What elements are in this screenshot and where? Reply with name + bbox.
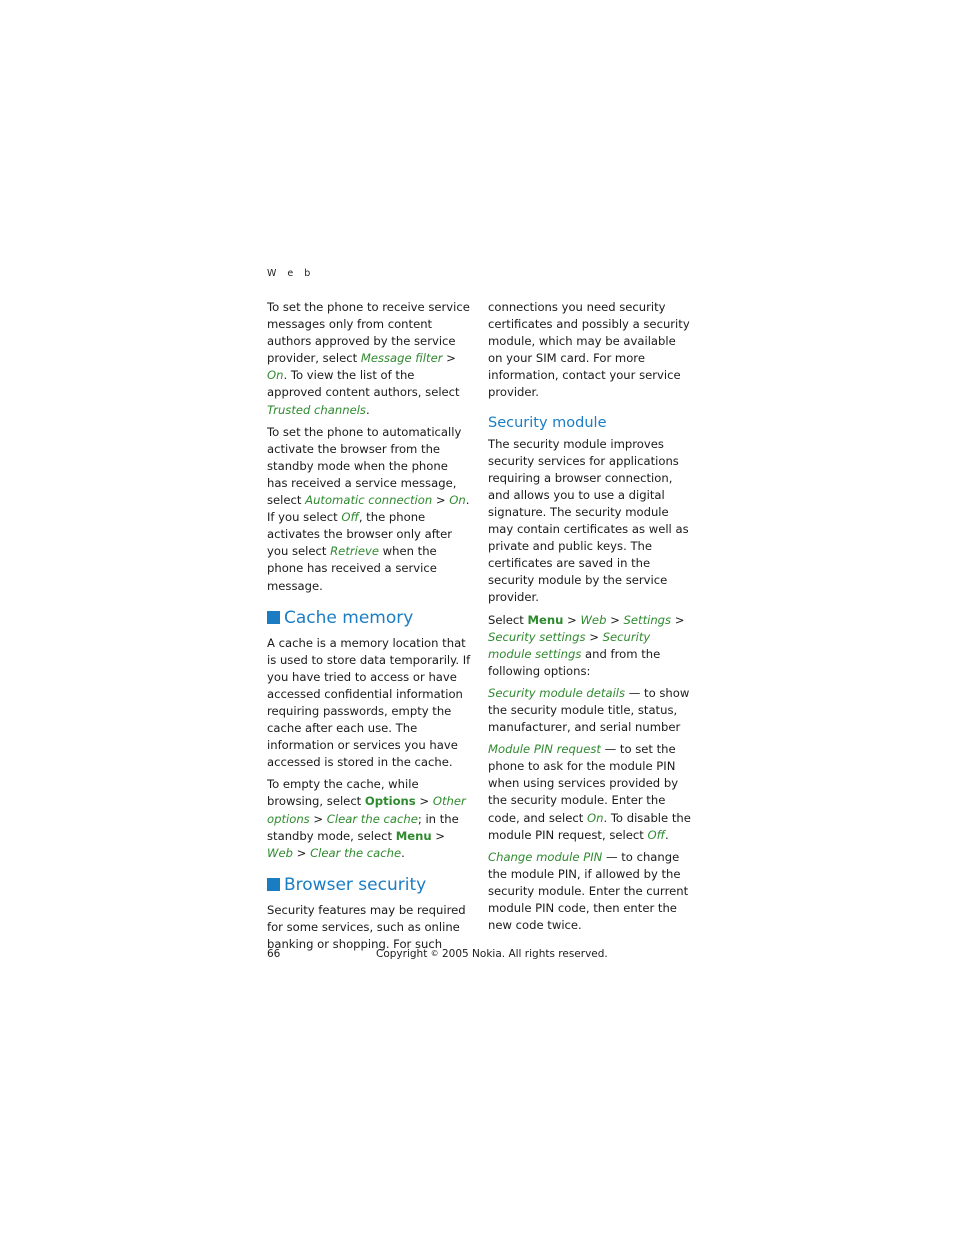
- menu-path-settings: Settings: [623, 612, 672, 627]
- right-column: [488, 299, 693, 939]
- menu-path-on: On: [586, 810, 604, 825]
- menu-path-security-module-settings: Security module settings: [488, 629, 651, 661]
- menu-path-message-filter: Message filter: [360, 351, 443, 366]
- paragraph-message-filter: To set the phone to receive service messages only from content authors approved by the service provider, select Message filter > On. To view the list of the approved content authors, select Trusted channels.: [267, 300, 470, 417]
- menu-path-retrieve: Retrieve: [330, 544, 379, 559]
- paragraph-connections: connections you need security certificates and possibly a security module, which may be available on your SIM card. For more information, contact your service provider.: [488, 300, 690, 400]
- option-name: Module PIN request: [488, 742, 601, 757]
- browser-security-heading: Browser security: [267, 874, 471, 896]
- paragraph-empty-cache: To empty the cache, while browsing, select Options > Other options > Clear the cache; in the standby mode, select Menu > Web > Clear the cache.: [267, 777, 466, 860]
- option-change-module-pin: Change module PIN — to change the module PIN, if allowed by the security module. Enter the current module PIN code, then enter the new code twice.: [488, 849, 689, 933]
- square-bullet-icon: [267, 878, 280, 891]
- menu-path-on: On: [449, 493, 466, 508]
- running-header: W e b: [267, 268, 315, 279]
- copyright-symbol: ©: [430, 949, 439, 958]
- menu-path-off: Off: [341, 510, 359, 525]
- copyright-notice: Copyright © 2005 Nokia. All rights reserved.: [376, 948, 608, 960]
- paragraph-security-module: The security module improves security services for applications requiring a browser connection, and allows you to use a digital signature. The security module may contain certificates as well as private and public keys. The certificates are saved in the security module by the service provider.: [488, 436, 689, 605]
- security-module-heading: Security module: [488, 414, 607, 431]
- menu-path-clear-cache: Clear the cache: [310, 845, 402, 860]
- menu-path-off: Off: [647, 827, 665, 842]
- menu-path-other-options: Other options: [267, 794, 466, 826]
- key-menu: Menu: [395, 828, 432, 843]
- menu-path-clear-cache: Clear the cache: [326, 811, 418, 826]
- paragraph-automatic-connection: To set the phone to automatically activate the browser from the standby mode when the phone has received a service message, select Automatic connection > On. If you select Off, the phone activates the browser only after you select Retrieve when the phone has received a service message.: [267, 424, 470, 593]
- menu-path-on: On: [267, 368, 284, 383]
- menu-path-security-settings: Security settings: [488, 629, 586, 644]
- option-name: Security module details: [488, 685, 626, 700]
- left-column: [267, 299, 471, 958]
- option-security-module-details: Security module details — to show the security module title, status, manufacturer, and serial number: [488, 685, 690, 735]
- menu-path-automatic-connection: Automatic connection: [305, 493, 433, 508]
- menu-path-web: Web: [580, 612, 607, 627]
- key-options: Options: [364, 794, 416, 809]
- menu-path-web: Web: [267, 845, 293, 860]
- page-number: 66: [267, 948, 281, 960]
- cache-memory-heading: Cache memory: [267, 607, 471, 629]
- square-bullet-icon: [267, 611, 280, 624]
- option-name: Change module PIN: [488, 849, 603, 864]
- paragraph-cache-definition: A cache is a memory location that is used to store data temporarily. If you have tried to access or have accessed confidential information requiring passwords, empty the cache after each use. The information or services you have accessed is stored in the cache.: [267, 635, 471, 770]
- option-module-pin-request: Module PIN request — to set the phone to ask for the module PIN when using services provided by the security module. Enter the code, and select On. To disable the module PIN request, select Off.: [488, 742, 691, 842]
- paragraph-security-features: Security features may be required for some services, such as online banking or shopping. For such: [267, 902, 466, 951]
- menu-path-trusted-channels: Trusted channels: [267, 402, 366, 417]
- paragraph-select-settings: Select Menu > Web > Settings > Security settings > Security module settings and from the following options:: [488, 612, 685, 678]
- key-menu: Menu: [527, 612, 564, 627]
